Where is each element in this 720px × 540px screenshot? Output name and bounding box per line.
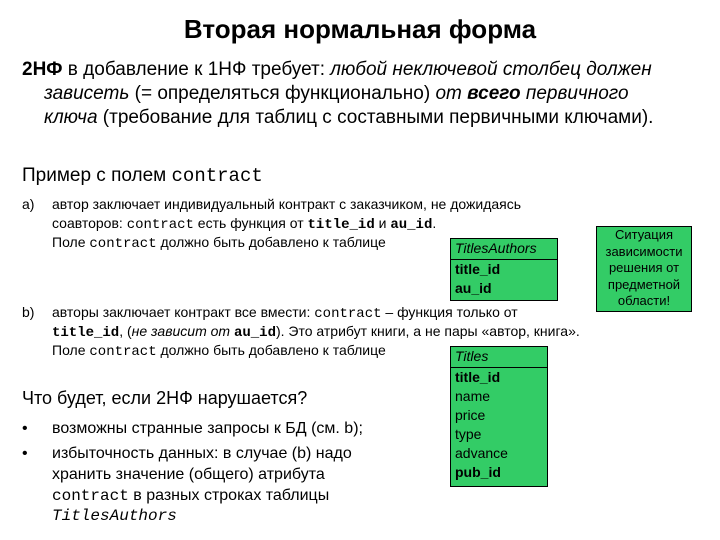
- a-l3-text-2: должно быть добавлено к таблице: [156, 234, 386, 250]
- b-l2-code-au-id: au_id: [233, 325, 276, 341]
- a-l2-code-au-id: au_id: [390, 217, 433, 233]
- item-b-marker: b): [22, 304, 35, 320]
- bullet-2-line-2: хранить значение (общего) атрибута: [52, 466, 325, 483]
- item-a-line-2: [52, 214, 436, 235]
- bullet-2-line-3: [52, 485, 329, 507]
- def-text-3: (требование для таблиц с составными первичными ключами).: [97, 107, 654, 128]
- titles-field-price: price: [455, 407, 486, 423]
- titles-field-name: name: [455, 388, 491, 404]
- b-l2-code-title-id: title_id: [52, 325, 120, 341]
- b-l2-text-2: ). Это атрибут книги, а не пары «автор, книга».: [275, 323, 580, 339]
- b-l1-text: авторы заключает контракт все вмести:: [52, 304, 315, 320]
- bullet-2-code: contract: [52, 487, 129, 505]
- definition-2nf: [22, 58, 702, 130]
- titles-authors-header: [450, 238, 558, 260]
- note-line-5: области!: [617, 293, 671, 308]
- note-line-1: Ситуация: [614, 227, 674, 242]
- def-text-1: в добавление к 1НФ требует:: [62, 59, 331, 80]
- b-l1-code: contract: [314, 306, 382, 322]
- titles-authors-field-title-id: title_id: [455, 261, 501, 277]
- b-l3-text: Поле: [52, 342, 90, 358]
- titles-name: Titles: [455, 348, 489, 364]
- def-italic-2: зависеть: [44, 83, 130, 104]
- a-l3-code: contract: [89, 236, 157, 252]
- def-italic-1: любой неключевой столбец должен: [330, 59, 652, 80]
- item-a-line-3: [52, 233, 386, 254]
- example-heading: [22, 165, 263, 187]
- a-l2-code-title-id: title_id: [307, 217, 375, 233]
- slide-title: Вторая нормальная форма: [183, 14, 537, 44]
- def-italic-3: от: [435, 83, 468, 104]
- bullet-2-text-3: в разных строках таблицы: [128, 487, 330, 504]
- titles-authors-name: TitlesAuthors: [455, 240, 537, 256]
- bullet-2-dot: •: [22, 445, 28, 462]
- item-a-line-1: автор заключает индивидуальный контракт с заказчиком, не дожидаясь: [52, 196, 522, 212]
- term-2nf: 2НФ: [22, 59, 63, 80]
- violation-question: Что будет, если 2НФ нарушается?: [22, 388, 308, 408]
- a-l3-text: Поле: [52, 234, 90, 250]
- titles-field-pub-id: pub_id: [455, 464, 501, 480]
- a-l2-text: соавторов:: [52, 215, 127, 231]
- item-b-line-3: [52, 341, 386, 362]
- b-l3-text-2: должно быть добавлено к таблице: [156, 342, 386, 358]
- titles-body: [450, 367, 548, 487]
- titles-authors-body: [450, 259, 558, 301]
- note-line-4: предметной: [607, 276, 681, 292]
- titles-header: [450, 346, 548, 368]
- titles-field-title-id: title_id: [455, 369, 501, 385]
- def-italic-4: первичного: [520, 83, 629, 104]
- a-l2-end: .: [432, 215, 437, 231]
- a-l2-code: contract: [126, 217, 194, 233]
- b-l1-text-2: – функция только от: [381, 304, 518, 320]
- b-l3-code: contract: [89, 344, 157, 360]
- titles-field-advance: advance: [455, 445, 508, 461]
- titles-authors-field-au-id: au_id: [455, 280, 492, 296]
- domain-note: [596, 226, 692, 312]
- bullet-1-dot: •: [22, 420, 28, 437]
- bullet-2-line-1: избыточность данных: в случае (b) надо: [52, 445, 352, 462]
- titles-field-type: type: [455, 426, 482, 442]
- def-text-2: (= определяться функционально): [129, 83, 436, 104]
- item-a-marker: a): [22, 196, 35, 212]
- item-b-line-2: [52, 322, 580, 343]
- def-italic-5: ключа: [44, 107, 98, 128]
- bullet-1-text: возможны странные запросы к БД (см. b);: [52, 420, 363, 437]
- bullet-2-code-titles-authors: TitlesAuthors: [52, 507, 177, 525]
- b-l2-italic: не зависит от: [131, 323, 234, 339]
- a-l2-text-2: есть функция от: [193, 215, 308, 231]
- b-l2-text: , (: [119, 323, 132, 339]
- def-bold-whole: всего: [467, 83, 521, 104]
- item-b-line-1: [52, 303, 518, 324]
- a-l2-and: и: [374, 215, 391, 231]
- note-line-2: зависимости: [605, 243, 683, 259]
- example-text: Пример с полем: [22, 165, 172, 186]
- example-code: contract: [171, 165, 263, 187]
- note-line-3: решения от: [608, 260, 680, 275]
